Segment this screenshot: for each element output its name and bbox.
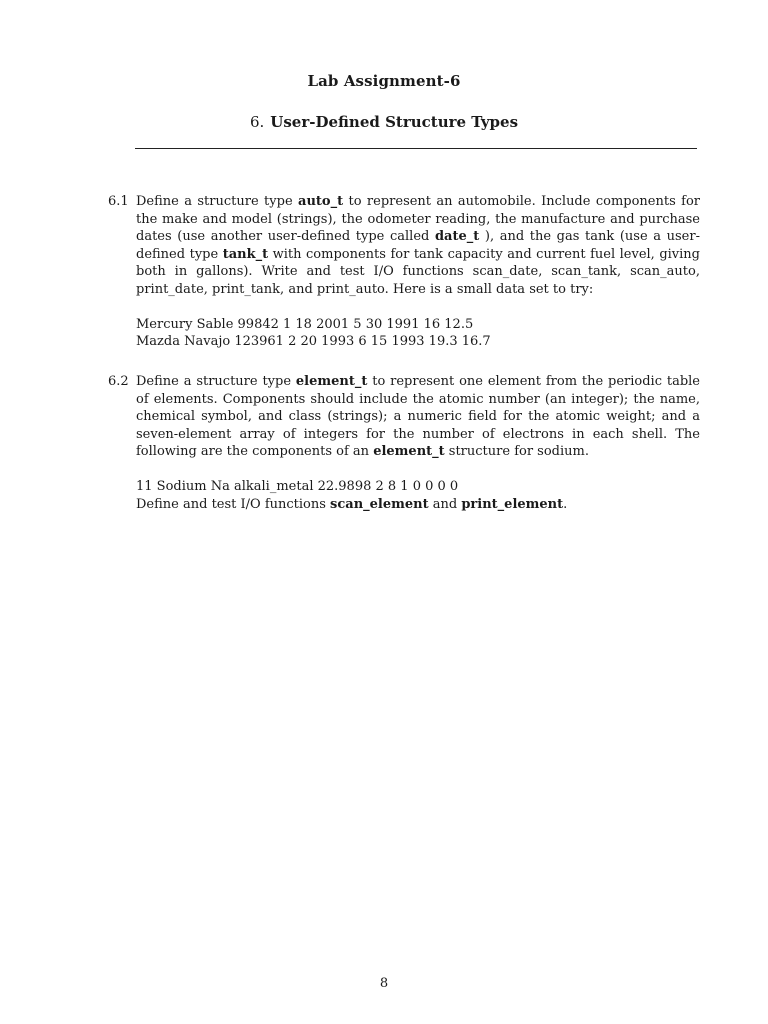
section-heading <box>0 113 768 131</box>
problem-number: 6.1 <box>108 194 129 209</box>
document-title: Lab Assignment-6 <box>307 72 461 90</box>
data-line: 11 Sodium Na alkali_metal 22.9898 2 8 1 0 0 0 0 <box>136 478 459 494</box>
problem-body <box>136 373 700 513</box>
sample-data <box>136 316 700 351</box>
keyword-tank-t: tank_t <box>222 246 269 262</box>
text-run: Define and test I/O functions <box>136 496 331 512</box>
keyword-element-t: element_t <box>295 374 368 389</box>
text-run: Define a structure type <box>136 194 299 209</box>
text-run: to represent one element from the periodic table of elements. Components should include the atomic number (an integer); the name, chemical symbol, and class (strings); a numeric field for the atomic weight; and a seven-element array of integers for the number of electrons in each shell. The following are the components of an <box>136 374 701 460</box>
text-run: Define a structure type <box>136 374 296 389</box>
text-run: and <box>428 496 462 512</box>
page-number: 8 <box>379 976 389 991</box>
test-instruction <box>136 496 700 514</box>
text-run: to represent an automobile. Include components for the make and model (strings), the odometer reading, the manufacture and purchase dates (use another user-defined type called <box>136 194 701 245</box>
keyword-auto-t: auto_t <box>298 194 344 209</box>
keyword-scan-element: scan_element <box>330 496 429 512</box>
problem-6-1 <box>108 193 700 351</box>
text-run: with components for tank capacity and current fuel level, giving both in gallons). Write and test I/O functions scan_date, scan_tank, scan_auto, print_date, print_tank, and print_auto. Here is a small data set to try: <box>136 246 700 297</box>
text-run: structure for sodium. <box>444 444 589 460</box>
keyword-print-element: print_element <box>461 496 564 512</box>
problem-text <box>136 193 700 299</box>
problem-number: 6.2 <box>108 374 129 389</box>
data-line: Mazda Navajo 123961 2 20 1993 6 15 1993 19.3 16.7 <box>136 334 491 350</box>
text-run: ), and the gas tank (use a user-defined type <box>136 229 700 262</box>
keyword-element-t: element_t <box>373 444 445 460</box>
section-number: 6. <box>249 113 265 131</box>
sample-data <box>136 478 700 513</box>
data-line: Mercury Sable 99842 1 18 2001 5 30 1991 16 12.5 <box>136 316 474 332</box>
keyword-date-t: date_t <box>434 229 480 245</box>
section-title: User-Defined Structure Types <box>270 113 519 131</box>
problem-text <box>136 373 700 461</box>
problem-6-2 <box>108 373 700 513</box>
horizontal-rule <box>135 148 697 149</box>
problem-body <box>136 193 700 351</box>
text-run: . <box>563 496 568 512</box>
